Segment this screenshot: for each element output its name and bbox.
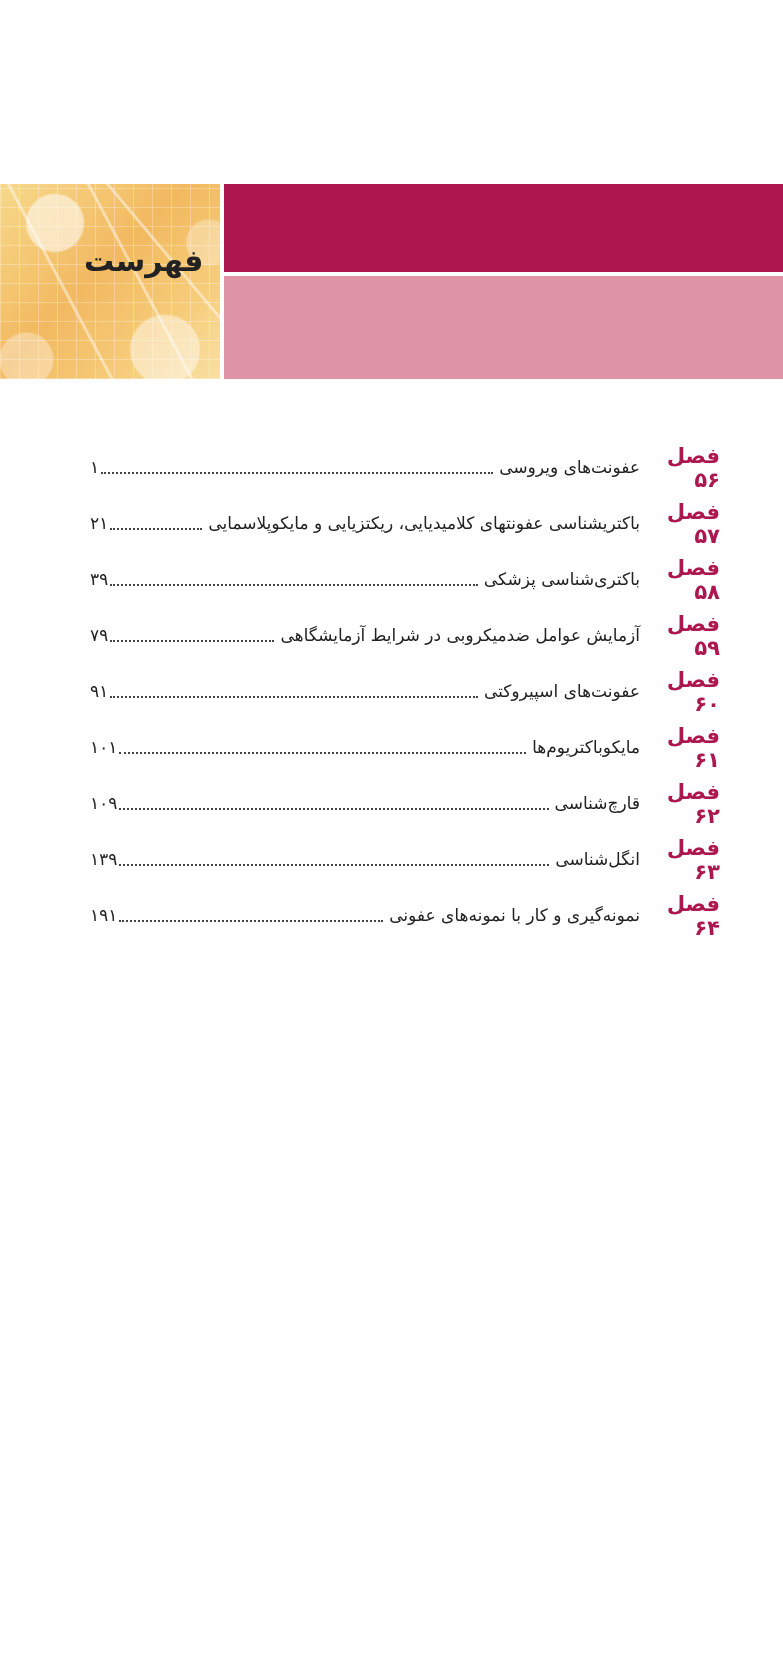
toc-entry[interactable]: [90, 832, 720, 888]
dot-leader: [110, 640, 274, 642]
toc-entry[interactable]: [90, 888, 720, 944]
page-number: ۱۰۹: [90, 794, 118, 814]
toc-entry[interactable]: [90, 664, 720, 720]
chapter-title: مایکوباکتریوم‌ها: [532, 738, 640, 758]
toc-entry[interactable]: [90, 776, 720, 832]
toc-entry[interactable]: [90, 552, 720, 608]
page-number: ۳۹: [90, 570, 109, 590]
chapter-label: فصل ۶۴: [666, 892, 720, 940]
toc-entry[interactable]: [90, 720, 720, 776]
page-number: ۱۳۹: [90, 850, 118, 870]
toc-entry[interactable]: [90, 608, 720, 664]
chapter-title: باکتری‌شناسی پزشکی: [483, 570, 640, 590]
toc-entry[interactable]: [90, 440, 720, 496]
chapter-title: قارچ‌شناسی: [554, 794, 640, 814]
page-number: ۹۱: [90, 682, 109, 702]
chapter-title: عفونت‌های ویروسی: [499, 458, 640, 478]
chapter-label: فصل ۵۹: [666, 612, 720, 660]
chapter-title: باکتریشناسی عفونتهای کلامیدیایی، ریکتزیایی و مایکوپلاسمایی: [208, 514, 640, 534]
dot-leader: [110, 528, 202, 530]
dot-leader: [110, 696, 478, 698]
dot-leader: [119, 864, 549, 866]
dot-leader: [119, 808, 548, 810]
chapter-label: فصل ۵۸: [666, 556, 720, 604]
chapter-title: نمونه‌گیری و کار با نمونه‌های عفونی: [389, 906, 640, 926]
page-number: ۱۰۱: [90, 738, 118, 758]
header-image: [0, 184, 220, 379]
dot-leader: [119, 920, 383, 922]
chapter-title: انگل‌شناسی: [555, 850, 640, 870]
dot-leader: [101, 472, 493, 474]
chapter-label: فصل ۶۱: [666, 724, 720, 772]
dot-leader: [110, 584, 478, 586]
chapter-label: فصل ۶۰: [666, 668, 720, 716]
chapter-label: فصل ۵۷: [666, 500, 720, 548]
page-number: ۲۱: [90, 514, 109, 534]
dot-leader: [119, 752, 526, 754]
table-of-contents: [90, 440, 720, 944]
chapter-title: آزمایش عوامل ضدمیکروبی در شرایط آزمایشگاهی: [280, 626, 640, 646]
chapter-label: فصل ۶۲: [666, 780, 720, 828]
header-bar-bottom: [224, 276, 783, 379]
page-number: ۱۹۱: [90, 906, 118, 926]
chapter-label: فصل ۶۳: [666, 836, 720, 884]
header-bar-top: [224, 184, 783, 272]
page-number: ۷۹: [90, 626, 109, 646]
page-title: فهرست: [84, 244, 204, 279]
chapter-title: عفونت‌های اسپیروکتی: [483, 682, 640, 702]
chapter-label: فصل ۵۶: [666, 444, 720, 492]
toc-entry[interactable]: [90, 496, 720, 552]
page-number: ۱: [90, 458, 100, 478]
